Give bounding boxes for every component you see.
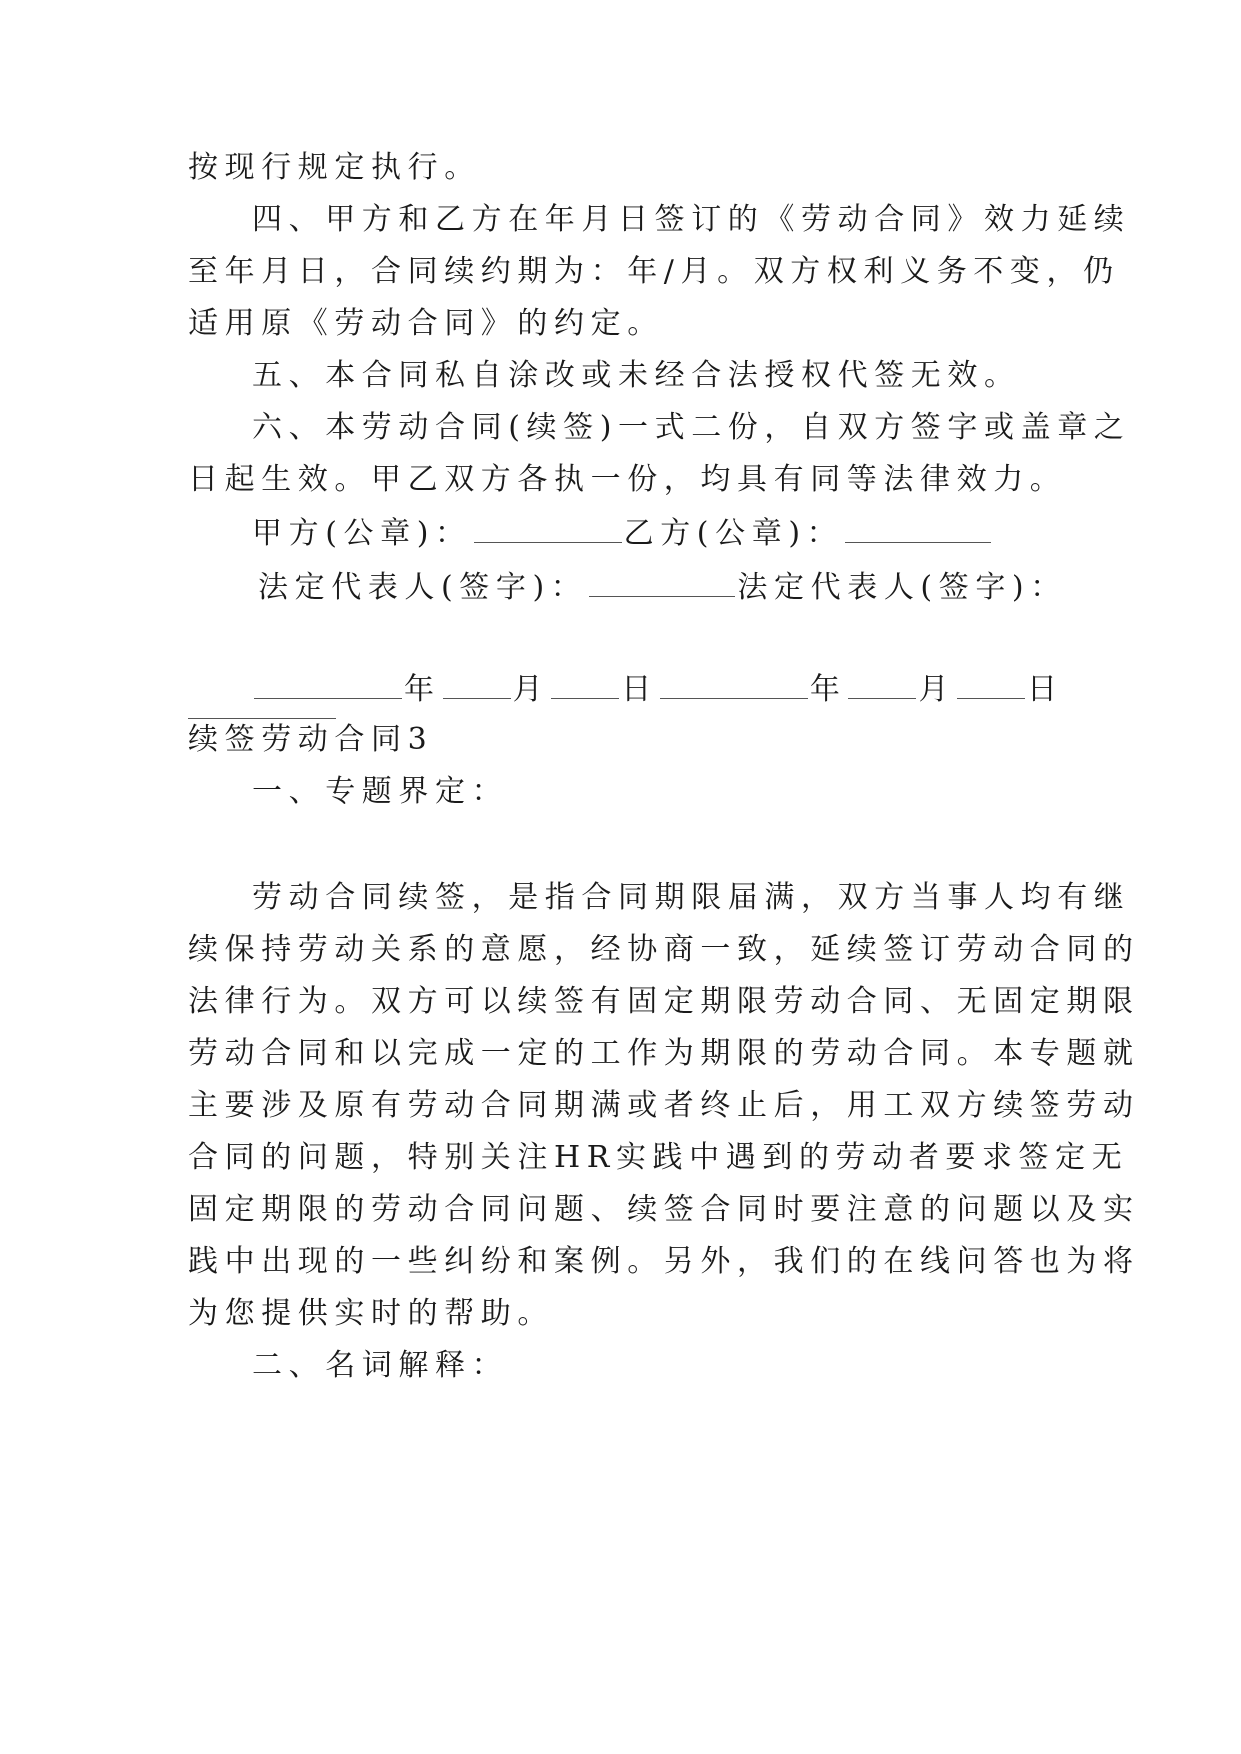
section-title: 续签劳动合同3 — [188, 722, 434, 757]
clause-four-line: 至年月日，合同续约期为：年/月。双方权利义务不变，仍 — [188, 254, 1120, 289]
body-line: 劳动合同续签，是指合同期限届满，双方当事人均有继 — [252, 880, 1131, 915]
section-heading: 二、名词解释： — [252, 1348, 509, 1383]
year-label: 年 — [404, 672, 441, 707]
section-heading: 一、专题界定： — [252, 774, 509, 809]
day-blank-a — [551, 668, 619, 699]
body-line: 固定期限的劳动合同问题、续签合同时要注意的问题以及实 — [188, 1192, 1140, 1227]
day-label: 日 — [621, 672, 658, 707]
clause-five: 五、本合同私自涂改或未经合法授权代签无效。 — [252, 358, 1021, 393]
day-blank-b — [957, 668, 1025, 699]
rep-b-blank — [188, 718, 336, 719]
clause-six-line: 日起生效。甲乙双方各执一份，均具有同等法律效力。 — [188, 462, 1067, 497]
representative-signature-line — [258, 566, 1118, 608]
body-line: 续保持劳动关系的意愿，经协商一致，延续签订劳动合同的 — [188, 932, 1140, 967]
party-b-seal-blank — [845, 512, 991, 543]
party-seal-line — [252, 512, 1112, 554]
body-line: 主要涉及原有劳动合同期满或者终止后，用工双方续签劳动 — [188, 1088, 1140, 1123]
rep-a-blank — [589, 566, 735, 597]
year-blank-b — [660, 668, 808, 699]
body-line: 法律行为。双方可以续签有固定期限劳动合同、无固定期限 — [188, 984, 1140, 1019]
clause-four-line: 适用原《劳动合同》的约定。 — [188, 306, 664, 341]
party-a-seal-label: 甲方(公章)： — [252, 516, 472, 551]
party-b-seal-label: 乙方(公章)： — [623, 516, 844, 551]
month-label: 月 — [512, 672, 550, 707]
paragraph-line: 按现行规定执行。 — [188, 150, 481, 185]
month-label: 月 — [918, 672, 956, 707]
body-line: 劳动合同和以完成一定的工作为期限的劳动合同。本专题就 — [188, 1036, 1140, 1071]
body-line: 践中出现的一些纠纷和案例。另外，我们的在线问答也为将 — [188, 1244, 1140, 1279]
date-line — [252, 668, 1112, 710]
body-line: 合同的问题，特别关注HR实践中遇到的劳动者要求签定无 — [188, 1140, 1129, 1175]
month-blank-b — [848, 668, 916, 699]
year-label: 年 — [809, 672, 847, 707]
rep-a-label: 法定代表人(签字)： — [258, 570, 588, 605]
body-line: 为您提供实时的帮助。 — [188, 1296, 554, 1331]
clause-six-line: 六、本劳动合同(续签)一式二份，自双方签字或盖章之 — [252, 410, 1131, 445]
rep-b-label: 法定代表人(签字)： — [737, 570, 1067, 605]
day-label: 日 — [1027, 672, 1064, 707]
party-a-seal-blank — [474, 512, 622, 543]
clause-four-line: 四、甲方和乙方在年月日签订的《劳动合同》效力延续 — [252, 202, 1131, 237]
month-blank-a — [443, 668, 511, 699]
year-blank-a — [254, 668, 402, 699]
